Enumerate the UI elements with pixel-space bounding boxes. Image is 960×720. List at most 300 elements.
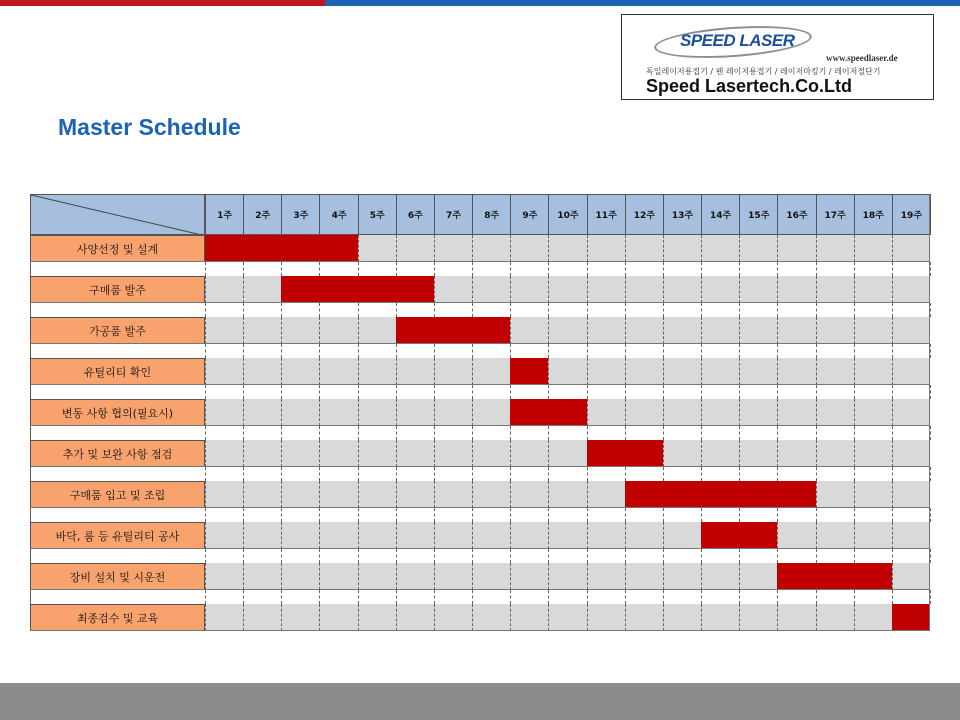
spacer-grid-line [854, 303, 855, 317]
grid-cell [892, 481, 930, 508]
grid-cell [739, 276, 777, 303]
grid-cell [358, 522, 396, 549]
spacer-grid-line [396, 508, 397, 522]
grid-cell [854, 440, 892, 467]
spacer-grid-line [739, 467, 740, 481]
grid-cell [434, 563, 472, 590]
spacer-grid-line [396, 549, 397, 563]
grid-cell [548, 358, 586, 385]
logo-company-name: Speed Lasertech.Co.Ltd [646, 76, 853, 96]
grid-cell [358, 317, 396, 344]
spacer-row [30, 590, 930, 604]
spacer-grid-line [854, 344, 855, 358]
spacer-grid-line [319, 426, 320, 440]
spacer-grid-line [587, 426, 588, 440]
grid-cell [892, 358, 930, 385]
grid-cell [854, 522, 892, 549]
grid-cell [854, 604, 892, 631]
grid-cell [816, 399, 854, 426]
spacer-grid-line [816, 549, 817, 563]
spacer-grid-line [625, 303, 626, 317]
grid-cell [281, 399, 319, 426]
grid-cell [205, 563, 243, 590]
grid-cell [816, 276, 854, 303]
week-header: 7주 [434, 194, 473, 235]
grid-cell [548, 235, 586, 262]
spacer-grid-line [548, 303, 549, 317]
spacer-grid-line [625, 344, 626, 358]
grid-cell [548, 276, 586, 303]
spacer-grid-line [892, 385, 893, 399]
grid-cell [472, 522, 510, 549]
spacer-grid-line [510, 590, 511, 604]
grid-cell [663, 440, 701, 467]
grid-cell [587, 604, 625, 631]
grid-cell [587, 235, 625, 262]
spacer-grid-line [548, 508, 549, 522]
spacer-grid-line [472, 385, 473, 399]
spacer-grid-line [930, 303, 931, 317]
spacer-grid-line [739, 549, 740, 563]
grid-cell [319, 399, 357, 426]
grid-cell [205, 317, 243, 344]
top-accent-bar-blue [325, 0, 960, 6]
week-header: 12주 [625, 194, 664, 235]
spacer-grid-line [739, 590, 740, 604]
task-label: 가공품 발주 [30, 317, 205, 344]
grid-cell [434, 440, 472, 467]
week-header: 11주 [587, 194, 626, 235]
grid-cell [625, 276, 663, 303]
grid-cell [319, 440, 357, 467]
week-header: 10주 [548, 194, 587, 235]
grid-cell [701, 317, 739, 344]
spacer-grid-line [281, 385, 282, 399]
task-label: 사양선정 및 설계 [30, 235, 205, 262]
footer-bar [0, 683, 960, 720]
spacer-grid-line [243, 385, 244, 399]
grid-cell [510, 604, 548, 631]
grid-cell [663, 399, 701, 426]
spacer-grid-line [472, 426, 473, 440]
grid-cell [777, 358, 815, 385]
grid-cell [892, 522, 930, 549]
grid-cell [358, 235, 396, 262]
grid-cell [281, 604, 319, 631]
spacer-grid-line [663, 385, 664, 399]
grid-cell [892, 276, 930, 303]
week-header: 3주 [281, 194, 320, 235]
spacer-grid-line [243, 303, 244, 317]
task-bar [701, 522, 777, 549]
spacer-grid-line [663, 590, 664, 604]
task-label: 추가 및 보완 사항 점검 [30, 440, 205, 467]
grid-cell [396, 440, 434, 467]
spacer-grid-line [587, 344, 588, 358]
grid-cell [816, 358, 854, 385]
spacer-grid-line [472, 508, 473, 522]
grid-cell [243, 358, 281, 385]
grid-cell [701, 235, 739, 262]
spacer-grid-line [434, 262, 435, 276]
grid-cell [472, 440, 510, 467]
spacer-grid-line [472, 467, 473, 481]
spacer-grid-line [434, 549, 435, 563]
grid-cell [243, 399, 281, 426]
spacer-grid-line [663, 426, 664, 440]
logo-description: 독일레이저용접기 / 펜 레이저용접기 / 레이저마킹기 / 레이저절단기 [646, 67, 881, 76]
grid-cell [205, 440, 243, 467]
grid-cell [358, 604, 396, 631]
grid-cell [701, 440, 739, 467]
grid-cell [739, 440, 777, 467]
spacer-grid-line [548, 262, 549, 276]
grid-cell [319, 358, 357, 385]
grid-cell [625, 235, 663, 262]
gantt-header-corner [30, 194, 205, 235]
grid-cell [739, 563, 777, 590]
grid-cell [358, 563, 396, 590]
spacer-grid-line [243, 426, 244, 440]
spacer-grid-line [472, 303, 473, 317]
spacer-grid-line [854, 590, 855, 604]
spacer-grid-line [892, 590, 893, 604]
spacer-grid-line [930, 262, 931, 276]
spacer-grid-line [510, 426, 511, 440]
spacer-grid-line [396, 467, 397, 481]
spacer-grid-line [281, 262, 282, 276]
spacer-grid-line [587, 262, 588, 276]
spacer-row [30, 467, 930, 481]
spacer-grid-line [319, 344, 320, 358]
top-accent-bar-red [0, 0, 325, 6]
week-header: 19주 [892, 194, 931, 235]
grid-cell [205, 604, 243, 631]
grid-cell [510, 522, 548, 549]
week-header: 4주 [319, 194, 358, 235]
task-label: 구매품 입고 및 조립 [30, 481, 205, 508]
spacer-grid-line [281, 549, 282, 563]
spacer-grid-line [358, 262, 359, 276]
spacer-grid-line [930, 590, 931, 604]
spacer-grid-line [205, 426, 206, 440]
spacer-grid-line [510, 262, 511, 276]
grid-cell [281, 481, 319, 508]
grid-cell [510, 276, 548, 303]
grid-cell [854, 276, 892, 303]
spacer-grid-line [243, 262, 244, 276]
grid-cell [472, 481, 510, 508]
spacer-grid-line [701, 344, 702, 358]
spacer-grid-line [548, 467, 549, 481]
spacer-grid-line [625, 426, 626, 440]
spacer-grid-line [739, 426, 740, 440]
spacer-row [30, 262, 930, 276]
spacer-grid-line [701, 508, 702, 522]
grid-cell [892, 440, 930, 467]
week-header: 1주 [205, 194, 244, 235]
grid-cell [701, 604, 739, 631]
spacer-grid-line [396, 385, 397, 399]
spacer-grid-line [319, 590, 320, 604]
spacer-grid-line [663, 549, 664, 563]
spacer-grid-line [510, 385, 511, 399]
spacer-grid-line [510, 303, 511, 317]
grid-cell [281, 358, 319, 385]
spacer-grid-line [358, 549, 359, 563]
logo-website: www.speedlaser.de [826, 53, 898, 63]
spacer-grid-line [587, 303, 588, 317]
spacer-grid-line [816, 590, 817, 604]
spacer-grid-line [243, 549, 244, 563]
spacer-grid-line [777, 508, 778, 522]
spacer-grid-line [739, 303, 740, 317]
spacer-grid-line [816, 303, 817, 317]
task-label: 최종검수 및 교육 [30, 604, 205, 631]
spacer-grid-line [472, 549, 473, 563]
spacer-grid-line [930, 467, 931, 481]
spacer-grid-line [892, 344, 893, 358]
spacer-grid-line [701, 590, 702, 604]
spacer-grid-line [587, 590, 588, 604]
grid-cell [358, 358, 396, 385]
spacer-grid-line [434, 590, 435, 604]
spacer-grid-line [205, 549, 206, 563]
grid-cell [663, 522, 701, 549]
spacer-grid-line [434, 426, 435, 440]
spacer-grid-line [281, 590, 282, 604]
spacer-grid-line [777, 426, 778, 440]
grid-cell [854, 399, 892, 426]
grid-cell [396, 563, 434, 590]
spacer-grid-line [587, 385, 588, 399]
grid-cell [777, 604, 815, 631]
grid-cell [777, 235, 815, 262]
spacer-grid-line [281, 426, 282, 440]
spacer-grid-line [854, 467, 855, 481]
spacer-grid-line [892, 467, 893, 481]
grid-cell [396, 358, 434, 385]
week-header: 16주 [777, 194, 816, 235]
spacer-grid-line [777, 467, 778, 481]
grid-cell [739, 235, 777, 262]
grid-cell [434, 399, 472, 426]
spacer-grid-line [739, 385, 740, 399]
spacer-grid-line [548, 426, 549, 440]
grid-cell [205, 358, 243, 385]
grid-cell [472, 276, 510, 303]
grid-cell [663, 235, 701, 262]
spacer-grid-line [358, 344, 359, 358]
grid-cell [205, 399, 243, 426]
spacer-grid-line [434, 303, 435, 317]
spacer-grid-line [625, 467, 626, 481]
spacer-grid-line [854, 508, 855, 522]
grid-cell [396, 399, 434, 426]
spacer-grid-line [663, 467, 664, 481]
spacer-grid-line [892, 549, 893, 563]
spacer-grid-line [319, 467, 320, 481]
spacer-grid-line [892, 426, 893, 440]
grid-cell [281, 440, 319, 467]
spacer-grid-line [434, 467, 435, 481]
grid-cell [816, 604, 854, 631]
grid-cell [854, 235, 892, 262]
grid-cell [243, 604, 281, 631]
grid-cell [892, 235, 930, 262]
spacer-grid-line [777, 262, 778, 276]
grid-cell [281, 317, 319, 344]
task-label: 변동 사항 협의(필요시) [30, 399, 205, 426]
grid-cell [358, 440, 396, 467]
spacer-grid-line [548, 385, 549, 399]
grid-cell [396, 604, 434, 631]
logo-brand: SPEED LASER [680, 31, 795, 50]
grid-cell [587, 522, 625, 549]
spacer-grid-line [472, 262, 473, 276]
spacer-grid-line [472, 344, 473, 358]
week-header: 9주 [510, 194, 549, 235]
spacer-grid-line [396, 344, 397, 358]
grid-cell [319, 563, 357, 590]
grid-cell [396, 235, 434, 262]
grid-cell [816, 522, 854, 549]
grid-cell [319, 481, 357, 508]
spacer-grid-line [548, 344, 549, 358]
spacer-grid-line [892, 303, 893, 317]
grid-cell [816, 317, 854, 344]
gantt-chart [30, 194, 930, 640]
spacer-grid-line [930, 344, 931, 358]
spacer-grid-line [625, 549, 626, 563]
grid-cell [243, 440, 281, 467]
grid-cell [548, 604, 586, 631]
task-bar [625, 481, 816, 508]
spacer-grid-line [930, 426, 931, 440]
spacer-grid-line [816, 426, 817, 440]
grid-cell [472, 563, 510, 590]
spacer-grid-line [205, 385, 206, 399]
spacer-grid-line [358, 303, 359, 317]
grid-cell [663, 358, 701, 385]
spacer-grid-line [243, 467, 244, 481]
week-header: 18주 [854, 194, 893, 235]
spacer-grid-line [701, 549, 702, 563]
spacer-row [30, 426, 930, 440]
spacer-grid-line [739, 344, 740, 358]
spacer-grid-line [396, 262, 397, 276]
task-bar [396, 317, 510, 344]
grid-cell [739, 604, 777, 631]
spacer-grid-line [205, 508, 206, 522]
spacer-grid-line [701, 262, 702, 276]
grid-cell [243, 522, 281, 549]
grid-cell [205, 522, 243, 549]
spacer-grid-line [548, 590, 549, 604]
spacer-grid-line [816, 385, 817, 399]
spacer-grid-line [281, 467, 282, 481]
task-bar [510, 358, 548, 385]
spacer-grid-line [510, 549, 511, 563]
spacer-row [30, 549, 930, 563]
spacer-grid-line [930, 508, 931, 522]
spacer-grid-line [663, 508, 664, 522]
spacer-grid-line [243, 508, 244, 522]
spacer-grid-line [854, 549, 855, 563]
grid-cell [777, 440, 815, 467]
grid-cell [396, 481, 434, 508]
spacer-grid-line [816, 344, 817, 358]
task-label: 구매품 발주 [30, 276, 205, 303]
spacer-grid-line [854, 426, 855, 440]
grid-cell [739, 317, 777, 344]
spacer-grid-line [510, 344, 511, 358]
spacer-grid-line [625, 508, 626, 522]
task-label: 바닥, 룸 등 유틸리티 공사 [30, 522, 205, 549]
spacer-grid-line [434, 344, 435, 358]
grid-cell [358, 399, 396, 426]
grid-cell [510, 481, 548, 508]
spacer-grid-line [777, 549, 778, 563]
spacer-grid-line [701, 426, 702, 440]
spacer-grid-line [396, 590, 397, 604]
grid-cell [472, 358, 510, 385]
gantt-right-border [929, 194, 930, 631]
grid-cell [510, 440, 548, 467]
spacer-grid-line [777, 590, 778, 604]
spacer-grid-line [701, 467, 702, 481]
spacer-grid-line [205, 303, 206, 317]
page-title: Master Schedule [58, 114, 241, 140]
spacer-grid-line [472, 590, 473, 604]
task-bar [892, 604, 930, 631]
spacer-grid-line [739, 508, 740, 522]
spacer-grid-line [319, 385, 320, 399]
spacer-grid-line [777, 385, 778, 399]
task-label: 장비 설치 및 시운전 [30, 563, 205, 590]
grid-cell [701, 563, 739, 590]
spacer-grid-line [663, 344, 664, 358]
grid-cell [587, 563, 625, 590]
grid-cell [663, 604, 701, 631]
spacer-grid-line [396, 426, 397, 440]
spacer-grid-line [548, 549, 549, 563]
grid-cell [472, 399, 510, 426]
task-bar [510, 399, 586, 426]
grid-cell [892, 563, 930, 590]
spacer-grid-line [281, 508, 282, 522]
spacer-grid-line [663, 262, 664, 276]
spacer-grid-line [510, 467, 511, 481]
grid-cell [625, 317, 663, 344]
week-header: 6주 [396, 194, 435, 235]
grid-cell [434, 358, 472, 385]
grid-cell [816, 235, 854, 262]
task-bar [281, 276, 434, 303]
week-header: 2주 [243, 194, 282, 235]
grid-cell [434, 604, 472, 631]
grid-cell [777, 399, 815, 426]
grid-cell [739, 358, 777, 385]
spacer-grid-line [510, 508, 511, 522]
spacer-grid-line [358, 590, 359, 604]
spacer-grid-line [892, 262, 893, 276]
spacer-grid-line [205, 344, 206, 358]
row-divider [30, 630, 930, 631]
grid-cell [777, 276, 815, 303]
grid-cell [587, 276, 625, 303]
grid-cell [625, 399, 663, 426]
